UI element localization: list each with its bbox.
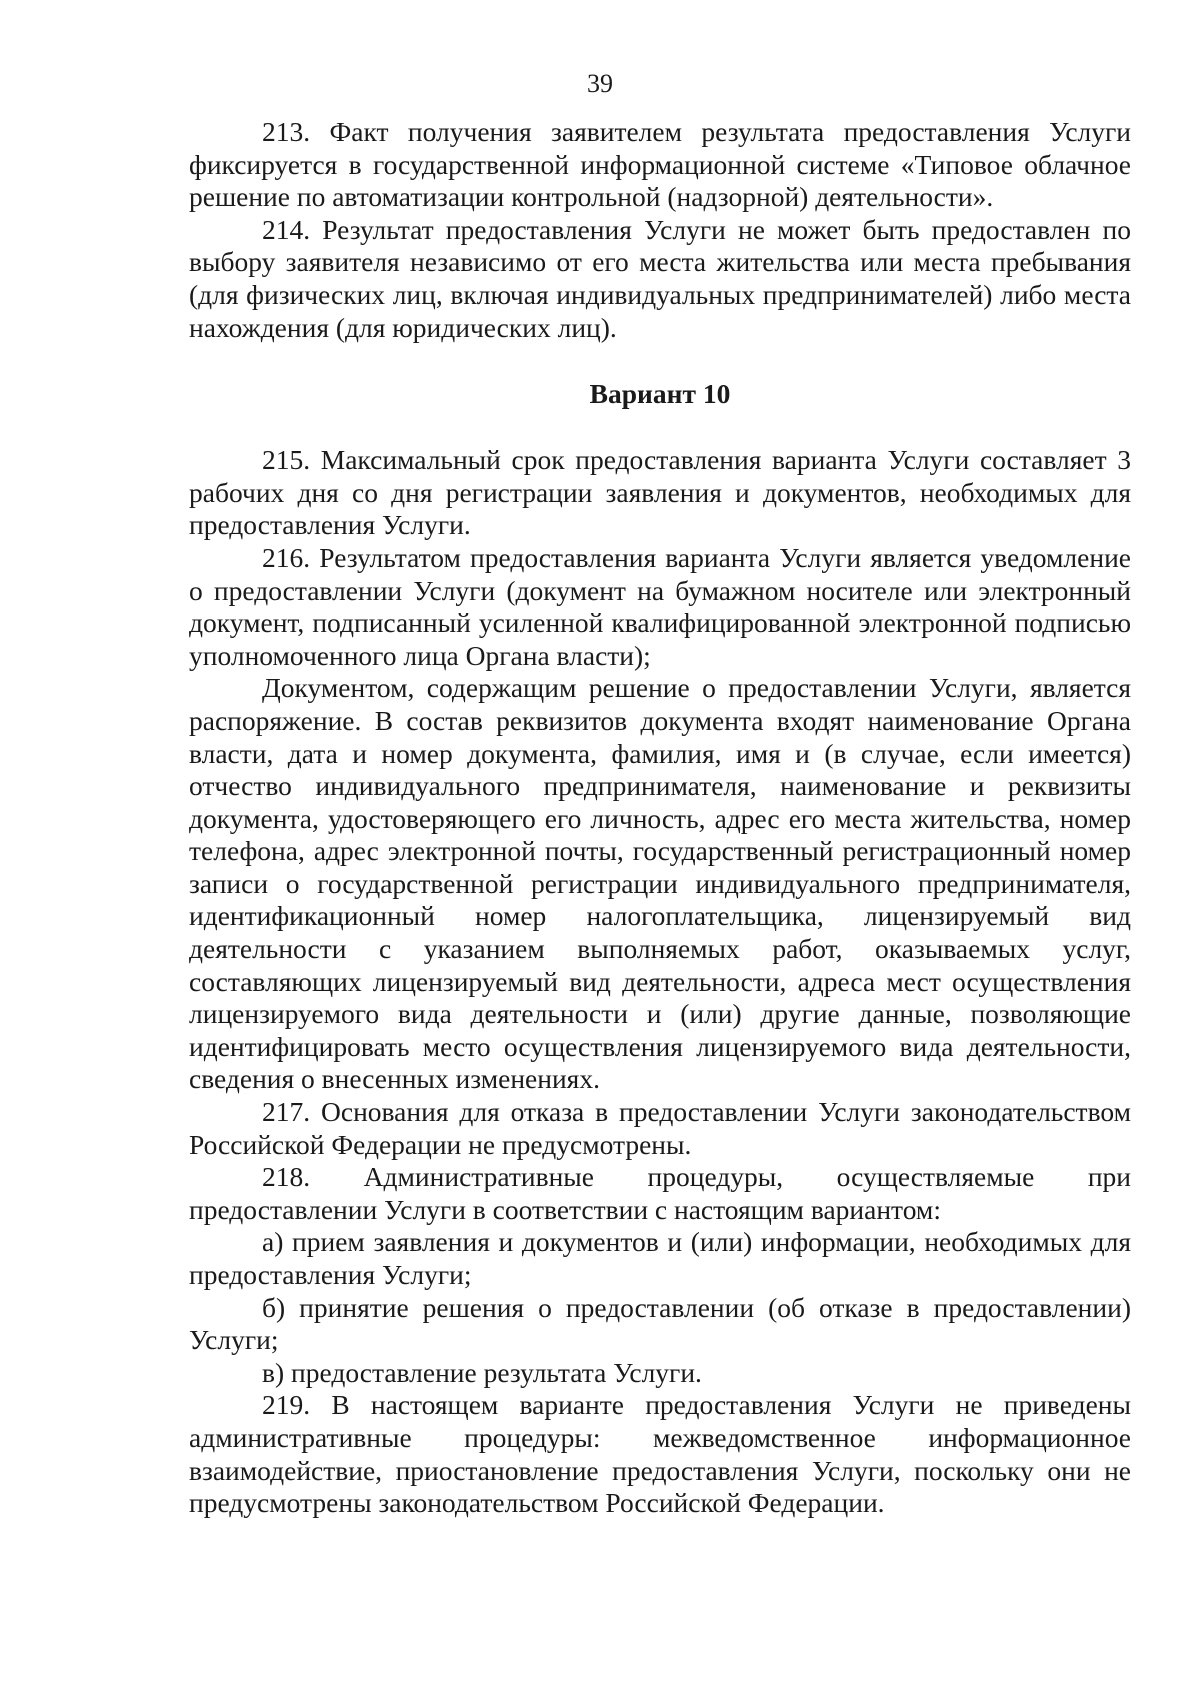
page-number: 39 [587, 69, 613, 98]
document-body [189, 116, 1131, 1520]
paragraph-218: 218. Административные процедуры, осуществляемые при предоставлении Услуги в соответствии с настоящим вариантом: [189, 1161, 1131, 1225]
paragraph-214: 214. Результат предоставления Услуги не может быть предоставлен по выбору заявителя независимо от его места жительства или места пребывания (для физических лиц, включая индивидуальных предпринимателей) либо места нахождения (для юридических лиц). [189, 213, 1131, 343]
paragraph-216: 216. Результатом предоставления варианта Услуги является уведомление о предоставлении Услуги (документ на бумажном носителе или электронный документ, подписанный усиленной квалифицированной электронной подписью уполномоченного лица Органа власти); [189, 541, 1131, 671]
paragraph-218-b: б) принятие решения о предоставлении (об отказе в предоставлении) Услуги; [189, 1291, 1131, 1356]
paragraph-213: 213. Факт получения заявителем результата предоставления Услуги фиксируется в государственной информационной системе «Типовое облачное решение по автоматизации контрольной (надзорной) деятельности». [189, 116, 1131, 213]
section-heading: Вариант 10 [589, 378, 731, 410]
paragraph-218-a: а) прием заявления и документов и (или) информации, необходимых для предоставления Услуги; [189, 1226, 1131, 1290]
paragraph-219: 219. В настоящем варианте предоставления Услуги не приведены административные процедуры: межведомственное информационное взаимодействие, приостановление предоставления Услуги, поскольку они не предусмотрены законодательством Российской Федерации. [189, 1389, 1131, 1519]
paragraph-216-document: Документом, содержащим решение о предоставлении Услуги, является распоряжение. В состав реквизитов документа входят наименование Органа власти, дата и номер документа, фамилия, имя и (в случае, если имеется) отчество индивидуального предпринимателя, наименование и реквизиты документа, удостоверяющего его личность, адрес его места жительства, номер телефона, адрес электронной почты, государственный регистрационный номер записи о государственной регистрации индивидуального предпринимателя, идентификационный номер налогоплательщика, лицензируемый вид деятельности с указанием выполняемых работ, оказываемых услуг, составляющих лицензируемый вид деятельности, адреса мест осуществления лицензируемого вида деятельности и (или) другие данные, позволяющие идентифицировать место осуществления лицензируемого вида деятельности, сведения о внесенных изменениях. [189, 672, 1131, 1095]
paragraph-215: 215. Максимальный срок предоставления варианта Услуги составляет 3 рабочих дня со дня регистрации заявления и документов, необходимых для предоставления Услуги. [189, 444, 1131, 541]
paragraph-218-v: в) предоставление результата Услуги. [262, 1356, 702, 1388]
paragraph-217: 217. Основания для отказа в предоставлении Услуги законодательством Российской Федерации не предусмотрены. [189, 1096, 1131, 1160]
